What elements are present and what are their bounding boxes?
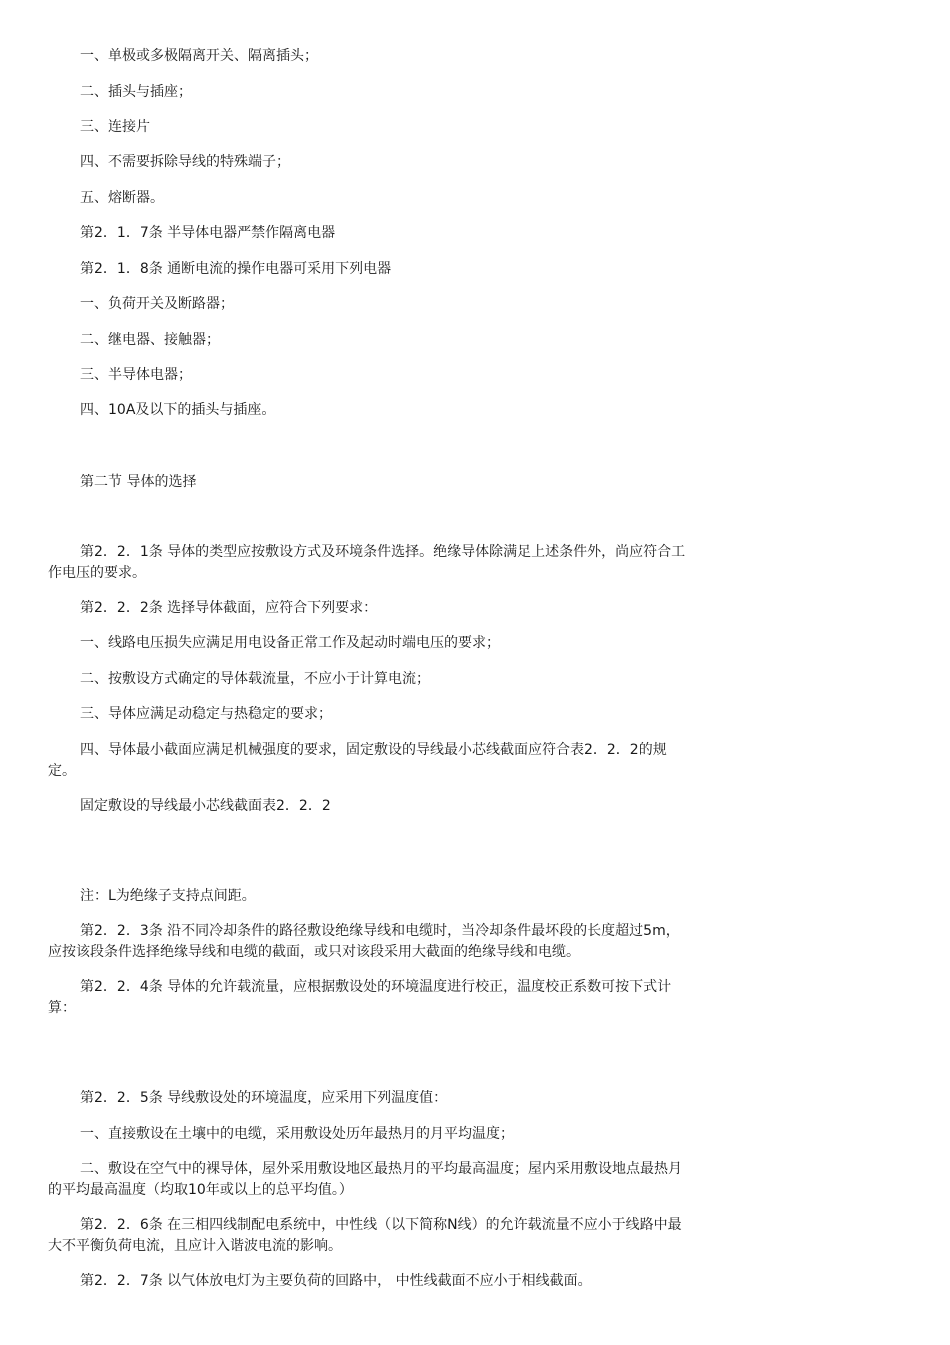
list-item-isolating-switch: 一、单极或多极隔离开关、隔离插头；	[80, 48, 318, 64]
note: 注：L为绝缘子支持点间距。	[80, 888, 256, 904]
clause-2-1-8: 第2．1．8条 通断电流的操作电器可采用下列电器	[80, 261, 392, 277]
list-item-min-section: 四、导体最小截面应满足机械强度的要求，固定敷设的导线最小芯线截面应符合表2．2．2的规定。	[48, 742, 667, 779]
list-item-semiconductor: 三、半导体电器；	[80, 367, 192, 383]
list-item-10a-plug: 四、10A及以下的插头与插座。	[80, 402, 276, 418]
list-item-plug-socket: 二、插头与插座；	[80, 84, 192, 100]
clause-2-2-3: 第2．2．3条 沿不同冷却条件的路径敷设绝缘导线和电缆时，当冷却条件最坏段的长度超过5m，应按该段条件选择绝缘导线和电缆的截面，或只对该段采用大截面的绝缘导线和电缆。	[48, 923, 680, 960]
table-caption: 固定敷设的导线最小芯线截面表2．2．2	[80, 798, 331, 814]
list-item-fuse: 五、熔断器。	[80, 190, 164, 206]
clause-2-2-1: 第2．2．1条 导体的类型应按敷设方式及环境条件选择。绝缘导体除满足上述条件外，尚应符合工作电压的要求。	[48, 544, 686, 581]
list-item-current-capacity: 二、按敷设方式确定的导体载流量，不应小于计算电流；	[80, 671, 430, 687]
clause-2-2-4: 第2．2．4条 导体的允许载流量，应根据敷设处的环境温度进行校正，温度校正系数可按下式计算：	[48, 979, 672, 1016]
list-item-special-terminal: 四、不需要拆除导线的特殊端子；	[80, 154, 290, 170]
list-item-voltage-loss: 一、线路电压损失应满足用电设备正常工作及起动时端电压的要求；	[80, 635, 500, 651]
clause-2-1-7: 第2．1．7条 半导体电器严禁作隔离电器	[80, 225, 336, 241]
list-item-soil-cable: 一、直接敷设在土壤中的电缆，采用敷设处历年最热月的月平均温度；	[80, 1126, 514, 1142]
clause-2-2-2: 第2．2．2条 选择导体截面，应符合下列要求：	[80, 600, 378, 616]
list-item-stability: 三、导体应满足动稳定与热稳定的要求；	[80, 706, 332, 722]
clause-2-2-7: 第2．2．7条 以气体放电灯为主要负荷的回路中， 中性线截面不应小于相线截面。	[80, 1273, 592, 1289]
section-heading: 第二节 导体的选择	[80, 474, 197, 490]
clause-2-2-6: 第2．2．6条 在三相四线制配电系统中，中性线（以下简称N线）的允许载流量不应小于线路中最大不平衡负荷电流，且应计入谐波电流的影响。	[48, 1217, 682, 1254]
list-item-bare-conductor: 二、敷设在空气中的裸导体，屋外采用敷设地区最热月的平均最高温度；屋内采用敷设地点最热月的平均最高温度（均取10年或以上的总平均值。）	[48, 1161, 682, 1198]
clause-2-2-5: 第2．2．5条 导线敷设处的环境温度，应采用下列温度值：	[80, 1090, 448, 1106]
list-item-link: 三、连接片	[80, 119, 150, 135]
list-item-load-switch: 一、负荷开关及断路器；	[80, 296, 234, 312]
list-item-relay: 二、继电器、接触器；	[80, 332, 220, 348]
